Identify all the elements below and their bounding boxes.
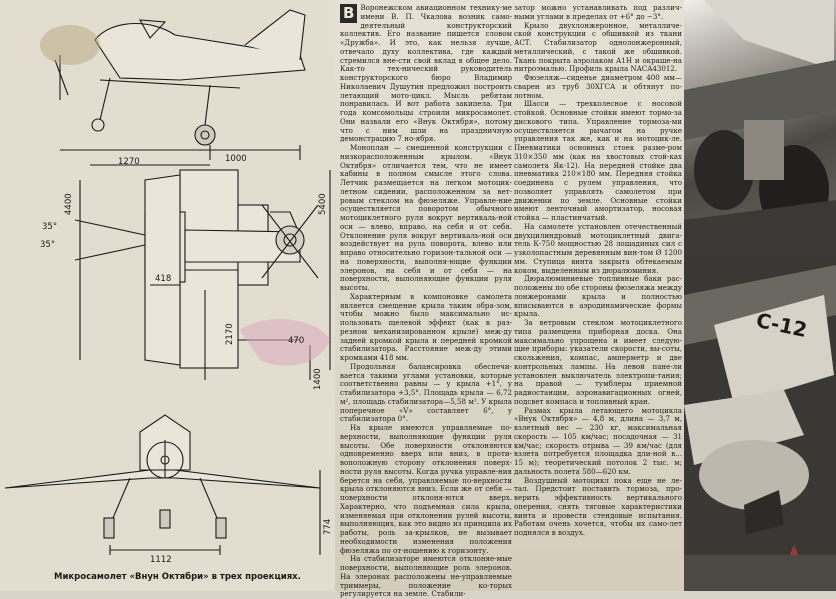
paragraph: Дюралюминиевые топливные баки рас-положены по обе стороны фюзеляжа между лонжеронами крыла и полностью вписываются в аэродинамические формы крыла.: [514, 274, 682, 319]
photo-1-illustration: [684, 0, 836, 255]
paragraph: Фюзеляж—сиденье диаметром 400 мм— сварен из труб 30ХГСА и обтянут по-лотном.: [514, 73, 682, 100]
dim-418: 418: [155, 274, 172, 284]
paragraph: Шасси — трехколесное с носовой стойкой. Основные стойки имеют тормо-за дискового типа. Управление тормоза-ми осуществляется рычагом на ручке управления так же, как и на мотоцик-ле. Пневматики основных стоек разме-ром 310×350 мм (как на хвостовых стой-ках самолета Як-12). На передней стойке два пневматика 210×180 мм. Передняя стойка соединена с рулем управления, что позволяет управлять самолетом при движении по земле. Основные стойки имеют ленточный амортизатор, носовая стойка — пластинчатый.: [514, 99, 682, 222]
photo-aircraft-c12: [684, 255, 836, 591]
paragraph: Воронежском авиационном технику-ме имени В. П. Чкалова возник само-деятельный конструкторский коллектив. Его название пишется словом «Дружба». И это, как нельзя лучше, отвечало духу коллектива, где каждый стремился вне-сти свой вклад в общее дело. Как-то тех-нический руководитель конструкторского бюро Владимир Николаевич Душутин предложил построить летающий мото-цикл. Мысль ребятам понравилась. И вот работа закипела. Три года комсомольцы строили микросамолет. Они назвали его «Внук Октября», потому что с ним шли на праздничную демонстрацию 7 но-ября.: [340, 3, 512, 144]
dim-1000: 1000: [225, 154, 247, 164]
paragraph: За ветровым стеклом мотоциклетного типа размещена приборная доска. Она максимально упрощена и имеет следую-щие приборы: указатели скорости, вы-соты, скольжения, компас, амперметр и две контрольных лампы. На левой пане-ли установлен выключатель электропи-тания; на правой — тумблеры приемной радиостанции, аэронавигационных огней, подсвет компаса и топливный кран.: [514, 318, 682, 406]
paragraph: Размах крыла летающего мотоцикла «Внук Октября» — 4,8 м, длина — 3,7 м, взлетный вес — 230 кг, максимальная скорость — 105 км/час; посадочная — 31 км/час; скорость отрыва — 39 км/час (для взлета потребуется площадка дли-ной в... 15 м); теоретический потолок 2 тыс. м; дальность полета 580—620 км.: [514, 405, 682, 476]
article-column-1: [340, 3, 512, 599]
dim-5400: 5400: [318, 193, 328, 215]
drawing-caption: Микросамолет «Внун Октябри» в трех проекциях.: [54, 572, 301, 582]
paragraph: На крыле имеются управляемые по-верхности, выполняющие функции руля высоты. Обе поверхности отклоняются одновременно вверх или вниз, в проти-воположную сторону отклонения поверх-ности руля высоты. Когда ручка управле-ния берется на себя, управляемые по-верхности крыла отклоняются вниз. Если же от себя — поверхности отклоня-ются вверх. Характерно, что подъемная сила крыла, изменяемая при отклонении рулей высоты, выполняющих, как это видно из принципа их работы, роль за-крылков, не вызывает необходимости изменения положения фюзеляжа по от-ношению к горизонту.: [340, 423, 512, 555]
dim-774: 774: [323, 518, 333, 535]
paragraph: Характерным в компоновке самолета является смещение крыла таким обра-зом, чтобы можно было максимально ис-пользовать щелевой эффект (как в раз-резном механизированном крыле) меж-ду задней кромкой крыла и передней кромкой стабилизатора. Расстояние меж-ду этими кромками 418 мм.: [340, 291, 512, 362]
paragraph: На самолете установлен отечественный двухцилиндровый мотоциклетный двига-тель К-750 мощностью 28 лошадиных сил с узколопастным деревянным вин-том Ø 1200 мм. Ступица винта закрыта обтекаемым коком, выделенным из дюралюминия.: [514, 221, 682, 275]
dim-1270: 1270: [118, 157, 140, 167]
dropcap: В: [340, 4, 357, 23]
paragraph: Моноплан — смешенной конструкции с низкорасположенным крылом. «Внук Октября» отличается тем, что не имеет кабины в полном смысле этого слова. Летчик размещается на легком мотоцик-летном сидении, расположенном за вет-ровым стеклом на фюзеляже. Управле-ние осуществляется поворотом обычного мотоциклетного руля вокруг вертикаль-ной оси — влево, вправо, на себя и от себя. Отклонение руля вокруг вертикаль-ной оси воздействует на руль поворота, влево или вправо относительно горизон-тальной оси — на поверхности, выполня-ющие функции элеронов, на себя и от себя — на поверхности, выполняющие функции руля высоты.: [340, 143, 512, 292]
paragraph: Крыло двухлонжеронное, металличе-ской конструкции с обшивкой из ткани АСТ. Стабилизатор однолонжеронный, металлический, с такой же обшивкой. Ткань покрыта аэролаком А1Н и окраше-на нитроэмалью. Профиль крыла NACA43012.: [514, 20, 682, 74]
front-view: [5, 415, 320, 555]
dim-angle-35-upper: 35°: [42, 222, 58, 232]
dim-1400: 1400: [313, 368, 323, 390]
aircraft-marking-text: C-12: [754, 307, 810, 343]
three-view-drawing: [0, 0, 335, 591]
dim-angle-35-lower: 35°: [40, 240, 56, 250]
photo-aircraft-tail: [684, 0, 836, 255]
paragraph: затор можно устанавливать под различ-ными углами в пределах от +6° до −3°.: [514, 3, 682, 21]
dim-1112: 1112: [150, 555, 172, 565]
side-view: [55, 10, 305, 165]
photo-2-illustration: [684, 255, 836, 591]
dim-470: 470: [288, 336, 305, 346]
article-column-2: [514, 4, 682, 586]
dim-2170: 2170: [225, 323, 235, 345]
aircraft-drawing-svg: [0, 0, 335, 591]
paragraph: Воздушный мотоцикл пока еще не ле-тал. Предстоит поставить тормоза, про-верить эффективность вертикального оперения, снять тяговые характеристики винта и провести стендовые испытания. Работам очень хочется, чтобы их само-лет поднялся в воздух.: [514, 475, 682, 537]
paragraph: На стабилизаторе имеются отклоняе-мые поверхности, выполняющие роль элеронов. На элеронах расположены не-управляемые триммеры, положение ко-торых регулируется на земле. Стабили-: [340, 554, 512, 599]
dim-4400: 4400: [64, 193, 74, 215]
paragraph: Продольная балансировка обеспечи-вается такими углами установки, которые соответственно равны — у крыла +1°, у стабилизатора +3,5°. Площадь крыла — 6,72 м², площадь стабилизатора—5,58 м². У крыла поперечное «V» составляет 6°, у стабилизатора 0°.: [340, 361, 512, 424]
